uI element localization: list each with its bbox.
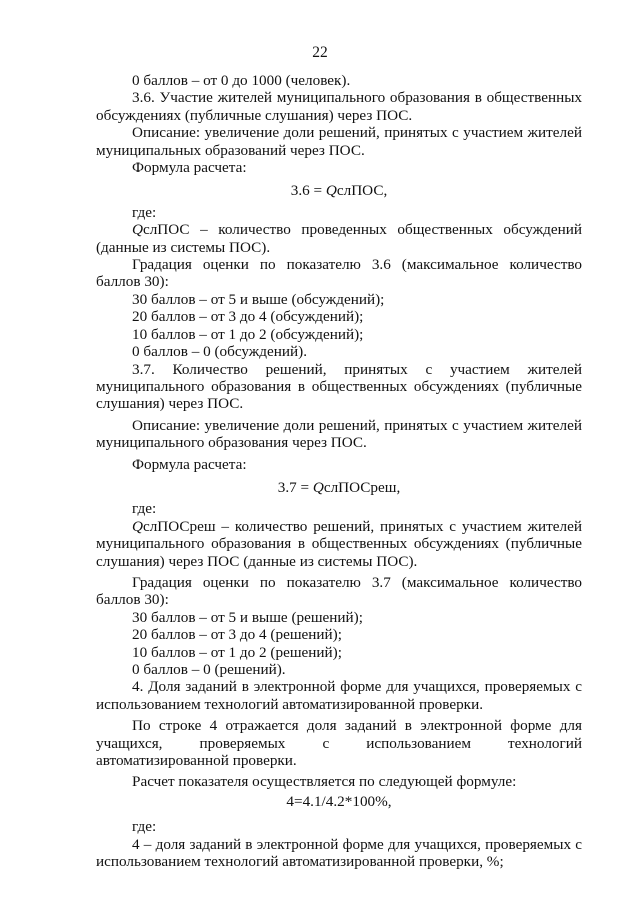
variable-definition bbox=[96, 518, 582, 570]
grading-item: 10 баллов – от 1 до 2 (решений); bbox=[132, 643, 342, 661]
grading-item: 20 баллов – от 3 до 4 (решений); bbox=[132, 626, 342, 644]
section-heading-3-7: 3.7. Количество решений, принятых с участием жителей муниципального образования в общественных обсуждениях (публичные слушания) через ПОС. bbox=[96, 360, 582, 413]
variable-q-symbol: Q bbox=[132, 221, 143, 239]
grading-item: 30 баллов – от 5 и выше (обсуждений); bbox=[132, 290, 385, 308]
formula-label: Формула расчета: bbox=[132, 159, 247, 177]
where-label: где: bbox=[132, 500, 157, 518]
grading-item: 0 баллов – 0 (обсуждений). bbox=[132, 343, 308, 361]
grading-item: 30 баллов – от 5 и выше (решений); bbox=[132, 608, 363, 626]
formula-4: 4=4.1/4.2*100%, bbox=[286, 792, 392, 810]
formula-q-symbol: Q bbox=[325, 182, 337, 200]
formula-3-6 bbox=[96, 176, 582, 203]
description-paragraph: Описание: увеличение доли решений, принятых с участием жителей муниципального образования через ПОС. bbox=[96, 416, 582, 452]
grading-item: 0 баллов – 0 (решений). bbox=[132, 661, 286, 678]
document-body bbox=[96, 72, 582, 870]
formula-3-7 bbox=[96, 473, 582, 500]
section-heading-3-6: 3.6. Участие жителей муниципального образования в общественных обсуждениях (публичные слушания) через ПОС. bbox=[96, 89, 582, 124]
paragraph: 0 баллов – от 0 до 1000 (человек). bbox=[132, 72, 351, 89]
page-number: 22 bbox=[312, 44, 328, 61]
formula-right: слПОСреш, bbox=[323, 478, 401, 496]
variable-q-symbol: Q bbox=[132, 517, 143, 535]
formula-label: Формула расчета: bbox=[132, 455, 247, 473]
formula-q-symbol: Q bbox=[312, 478, 324, 496]
where-label: где: bbox=[132, 818, 157, 836]
variable-definition-text: слПОС – количество проведенных общественных обсуждений (данные из системы ПОС). bbox=[96, 221, 582, 256]
where-label: где: bbox=[132, 203, 157, 221]
formula-left: 3.6 = bbox=[290, 182, 326, 200]
description-paragraph: Описание: увеличение доли решений, принятых с участием жителей муниципальных образований через ПОС. bbox=[96, 124, 582, 159]
grading-intro: Градация оценки по показателю 3.7 (максимальное количество баллов 30): bbox=[96, 573, 582, 609]
grading-intro: Градация оценки по показателю 3.6 (максимальное количество баллов 30): bbox=[96, 256, 582, 291]
variable-definition: 4 – доля заданий в электронной форме для учащихся, проверяемых с использованием технологий автоматизированной проверки, %; bbox=[96, 835, 582, 871]
section-heading-4: 4. Доля заданий в электронной форме для учащихся, проверяемых с использованием технологий автоматизированной проверки. bbox=[96, 678, 582, 713]
variable-definition bbox=[96, 221, 582, 256]
variable-definition-text: слПОСреш – количество решений, принятых с участием жителей муниципального образования в общественных обсуждениях (публичные слушания) через ПОС (данные из системы ПОС). bbox=[96, 517, 582, 570]
formula-left: 3.7 = bbox=[277, 478, 313, 496]
paragraph: Расчет показателя осуществляется по следующей формуле: bbox=[132, 773, 517, 791]
grading-item: 20 баллов – от 3 до 4 (обсуждений); bbox=[132, 308, 364, 326]
grading-item: 10 баллов – от 1 до 2 (обсуждений); bbox=[132, 325, 364, 343]
formula-right: слПОС, bbox=[336, 182, 388, 200]
paragraph: По строке 4 отражается доля заданий в электронной форме для учащихся, проверяемых с использованием технологий автоматизированной проверки. bbox=[96, 717, 582, 770]
